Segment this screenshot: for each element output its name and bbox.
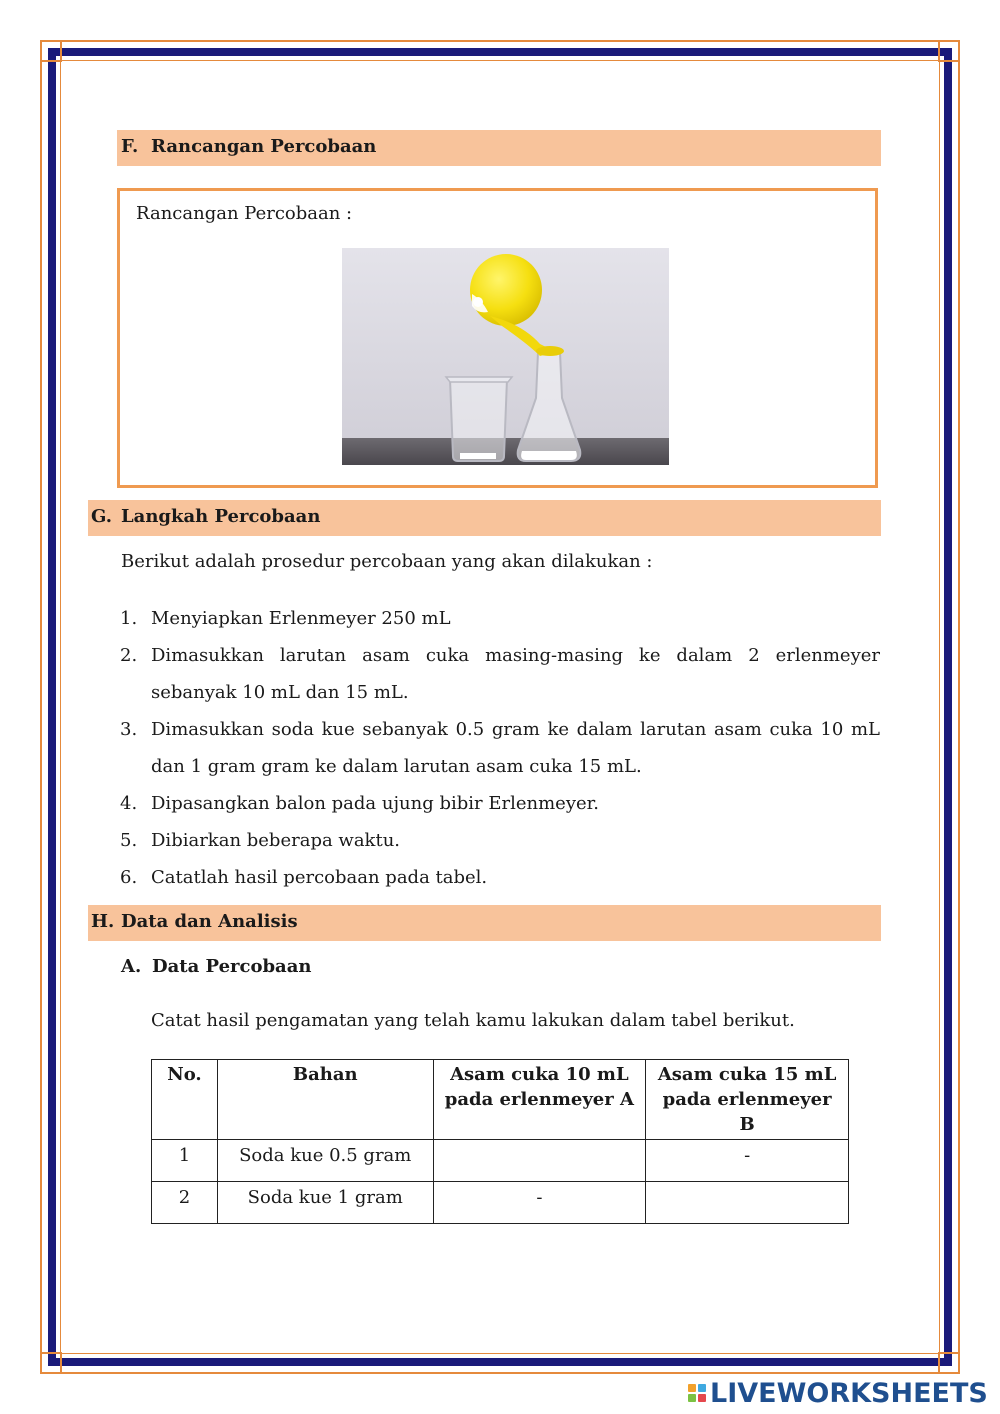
- section-h-header: [88, 905, 881, 941]
- answer-cell[interactable]: [433, 1140, 646, 1182]
- column-header: Asam cuka 15 mL pada erlenmeyer B: [646, 1060, 849, 1140]
- step-text: Dimasukkan soda kue sebanyak 0.5 gram ke dalam larutan asam cuka 10 mL dan 1 gram gram ke dalam larutan asam cuka 15 mL.: [151, 719, 880, 777]
- table-cell: 1: [152, 1140, 218, 1182]
- section-g-header: [88, 500, 881, 536]
- table-cell: 2: [152, 1182, 218, 1224]
- step-number: 6.: [120, 867, 138, 888]
- step-number: 5.: [120, 830, 138, 851]
- liveworksheets-logo: [688, 1378, 988, 1408]
- beaker-icon: [446, 377, 512, 461]
- section-title: Rancangan Percobaan: [151, 136, 377, 157]
- section-letter: H.: [91, 911, 115, 932]
- subsection-label: Data Percobaan: [152, 956, 312, 977]
- section-letter: F.: [121, 136, 139, 157]
- table-header-row: [152, 1060, 849, 1140]
- section-title: Data dan Analisis: [121, 911, 298, 932]
- list-item: [120, 785, 880, 822]
- section-f-header: [117, 130, 881, 166]
- step-text: Dibiarkan beberapa waktu.: [151, 830, 401, 851]
- procedure-intro: Berikut adalah prosedur percobaan yang akan dilakukan :: [121, 551, 653, 572]
- table-row: [152, 1140, 849, 1182]
- step-number: 4.: [120, 793, 138, 814]
- step-text: Dimasukkan larutan asam cuka masing-masing ke dalam 2 erlenmeyer sebanyak 10 mL dan 15 mL.: [151, 645, 880, 703]
- step-number: 2.: [120, 645, 138, 666]
- step-text: Dipasangkan balon pada ujung bibir Erlenmeyer.: [151, 793, 599, 814]
- answer-cell[interactable]: [646, 1182, 849, 1224]
- column-header: Asam cuka 10 mL pada erlenmeyer A: [433, 1060, 646, 1140]
- table-cell: -: [646, 1140, 849, 1182]
- table-row: [152, 1182, 849, 1224]
- frame-corner-ornament: [40, 1352, 62, 1374]
- procedure-steps: [120, 600, 880, 896]
- list-item: [120, 822, 880, 859]
- step-number: 1.: [120, 608, 138, 629]
- design-label: Rancangan Percobaan :: [136, 203, 353, 224]
- column-header: No.: [152, 1060, 218, 1140]
- step-text: Menyiapkan Erlenmeyer 250 mL: [151, 608, 451, 629]
- balloon-flask-experiment-photo: [342, 248, 669, 465]
- list-item: [120, 711, 880, 785]
- brand-text: LIVEWORKSHEETS: [710, 1377, 988, 1409]
- list-item: [120, 637, 880, 711]
- section-letter: G.: [91, 506, 112, 527]
- subsection-title: [121, 956, 311, 977]
- step-number: 3.: [120, 719, 138, 740]
- design-box: [117, 188, 878, 488]
- section-title: Langkah Percobaan: [121, 506, 321, 527]
- frame-corner-ornament: [938, 40, 960, 62]
- table-cell: Soda kue 1 gram: [217, 1182, 433, 1224]
- table-cell: -: [433, 1182, 646, 1224]
- subsection-letter: A.: [121, 956, 142, 977]
- column-header: Bahan: [217, 1060, 433, 1140]
- table-instruction: Catat hasil pengamatan yang telah kamu lakukan dalam tabel berikut.: [151, 1010, 795, 1031]
- table-cell: Soda kue 0.5 gram: [217, 1140, 433, 1182]
- observation-table: [151, 1059, 849, 1224]
- list-item: [120, 600, 880, 637]
- liveworksheets-logo-icon: [688, 1384, 706, 1402]
- frame-corner-ornament: [40, 40, 62, 62]
- frame-corner-ornament: [938, 1352, 960, 1374]
- step-text: Catatlah hasil percobaan pada tabel.: [151, 867, 488, 888]
- list-item: [120, 859, 880, 896]
